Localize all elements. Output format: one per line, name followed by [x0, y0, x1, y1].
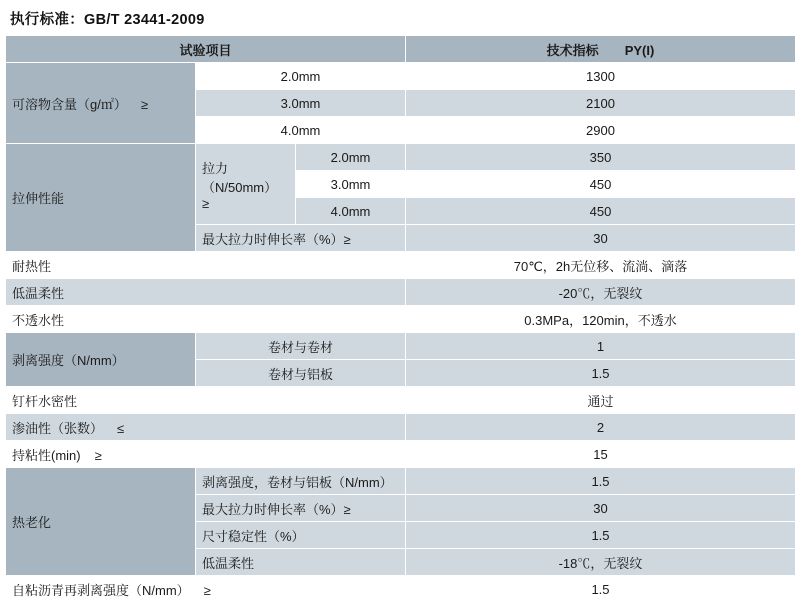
table-row: [6, 387, 796, 414]
repeel-label: [6, 576, 406, 603]
header-index-model: [406, 36, 796, 63]
tensile-value-2: 450: [406, 171, 796, 198]
tensile-elongation-label: 最大拉力时伸长率（%）≥: [196, 225, 406, 252]
aging-sub-1: 剥离强度，卷材与铝板（N/mm）: [196, 468, 406, 495]
table-row: [6, 63, 796, 90]
table-row: [6, 576, 796, 603]
oil-seepage-label: [6, 414, 406, 441]
tensile-force-line-1: 拉力: [202, 160, 229, 176]
tensile-force-line-2: （N/50mm）: [202, 179, 278, 195]
heat-resistance-label: 耐热性: [6, 252, 406, 279]
table-row: [6, 468, 796, 495]
tack-label-text: 持粘性(min): [12, 447, 81, 463]
oil-seepage-symbol: ≤: [117, 420, 125, 436]
table-row: [6, 144, 796, 171]
table-row: [6, 414, 796, 441]
tensile-value-1: 350: [406, 144, 796, 171]
tack-value: 15: [406, 441, 796, 468]
specification-table: [5, 35, 796, 603]
tensile-elongation-value: 30: [406, 225, 796, 252]
table-row: [6, 279, 796, 306]
aging-value-1: 1.5: [406, 468, 796, 495]
aging-value-3: 1.5: [406, 522, 796, 549]
tensile-force-label: [196, 144, 296, 225]
watertightness-label: 不透水性: [6, 306, 406, 333]
watertightness-value: 0.3MPa，120min，不透水: [406, 306, 796, 333]
soluble-sub-3: 4.0mm: [196, 117, 406, 144]
heat-aging-label: 热老化: [6, 468, 196, 576]
header-index: 技术指标: [546, 42, 599, 58]
low-temp-flex-value: -20℃，无裂纹: [406, 279, 796, 306]
aging-sub-3: 尺寸稳定性（%）: [196, 522, 406, 549]
soluble-value-2: 2100: [406, 90, 796, 117]
soluble-label-symbol: ≥: [140, 96, 148, 112]
row-group-tensile-label: 拉伸性能: [6, 144, 196, 252]
soluble-value-3: 2900: [406, 117, 796, 144]
tack-symbol: ≥: [94, 447, 102, 463]
table-row: [6, 441, 796, 468]
header-model: PY(I): [624, 42, 655, 58]
tensile-sub-3: 4.0mm: [296, 198, 406, 225]
tensile-value-3: 450: [406, 198, 796, 225]
soluble-sub-1: 2.0mm: [196, 63, 406, 90]
aging-sub-2: 最大拉力时伸长率（%）≥: [196, 495, 406, 522]
peel-value-1: 1: [406, 333, 796, 360]
nail-watertightness-value: 通过: [406, 387, 796, 414]
row-group-soluble-label: [6, 63, 196, 144]
soluble-sub-2: 3.0mm: [196, 90, 406, 117]
peel-sub-1: 卷材与卷材: [196, 333, 406, 360]
header-item: 试验项目: [6, 36, 406, 63]
table-row: [6, 333, 796, 360]
peel-strength-label: 剥离强度（N/mm）: [6, 333, 196, 387]
table-header-row: [6, 36, 796, 63]
tensile-sub-1: 2.0mm: [296, 144, 406, 171]
heat-resistance-value: 70℃，2h无位移、流淌、滴落: [406, 252, 796, 279]
peel-value-2: 1.5: [406, 360, 796, 387]
peel-sub-2: 卷材与铝板: [196, 360, 406, 387]
aging-value-2: 30: [406, 495, 796, 522]
table-row: [6, 306, 796, 333]
repeel-symbol: ≥: [203, 582, 211, 598]
low-temp-flex-label: 低温柔性: [6, 279, 406, 306]
oil-seepage-value: 2: [406, 414, 796, 441]
soluble-value-1: 1300: [406, 63, 796, 90]
nail-watertightness-label: 钉杆水密性: [6, 387, 406, 414]
oil-seepage-label-text: 渗油性（张数）: [12, 420, 104, 436]
repeel-label-text: 自粘沥青再剥离强度（N/mm）: [12, 582, 190, 598]
tensile-sub-2: 3.0mm: [296, 171, 406, 198]
table-row: [6, 252, 796, 279]
repeel-value: 1.5: [406, 576, 796, 603]
tack-label: [6, 441, 406, 468]
standard-line: 执行标准：GB/T 23441-2009: [10, 12, 205, 28]
soluble-label-text: 可溶物含量（g/㎡）: [12, 96, 127, 112]
aging-value-4: -18℃，无裂纹: [406, 549, 796, 576]
tensile-force-line-3: ≥: [202, 195, 210, 211]
aging-sub-4: 低温柔性: [196, 549, 406, 576]
